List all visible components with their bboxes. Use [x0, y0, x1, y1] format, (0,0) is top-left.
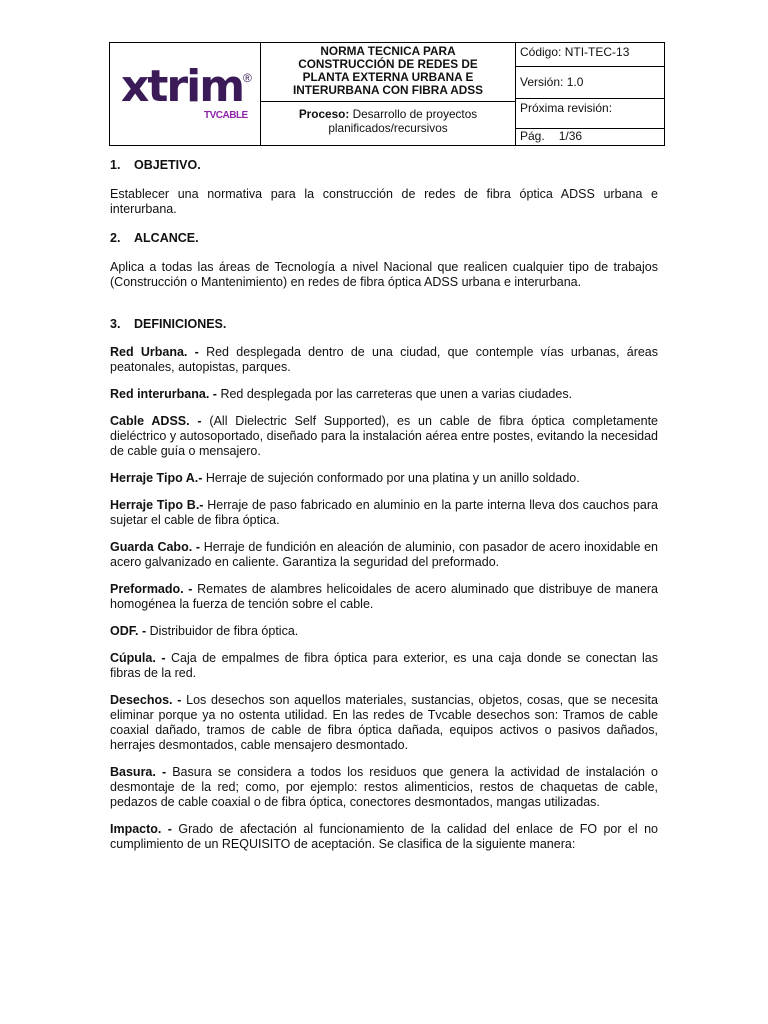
definition: Desechos. - Los desechos son aquellos materiales, sustancias, objetos, cosas, que se necesita eliminar porque ya no ostenta utilidad. En las redes de Tvcable desechos son: Tramos de cable coaxial dañado, tramos de cable de fibra óptica dañada, equipos activos o pasivos dañados, herrajes desmontados, cable mensajero desmontado.: [110, 693, 658, 752]
process-label: Proceso:: [298, 107, 350, 121]
definition: Impacto. - Grado de afectación al funcionamiento de la calidad del enlace de FO por el no cumplimiento de un REQUISITO de aceptación. Se clasifica de la siguiente manera:: [110, 822, 658, 851]
codigo-field: Código: NTI-TEC-13: [516, 43, 664, 67]
definition: Cable ADSS. - (All Dielectric Self Supported), es un cable de fibra óptica completamente dieléctrico y autosoportado, diseñado para la instalación aérea entre postes, evitando la necesidad de cable guía o mensajero.: [110, 414, 658, 458]
document-body: [110, 155, 658, 852]
objetivo-text: Establecer una normativa para la construcción de redes de fibra óptica ADSS urbana e interurbana.: [110, 187, 658, 216]
definition: Preformado. - Remates de alambres helicoidales de acero aluminado que distribuye de manera homogénea la fuerza de tención sobre el cable.: [110, 582, 659, 611]
xtrim-logo: [121, 61, 252, 121]
page-label: Pág.: [520, 129, 545, 143]
logo-sub: TVCABLE: [204, 110, 248, 121]
definition: Herraje Tipo B.- Herraje de paso fabricado en aluminio en la parte interna lleva dos cauchos para sujetar el cable de fibra óptica.: [110, 498, 658, 527]
page-value: 1/36: [558, 129, 583, 143]
definition: Herraje Tipo A.- Herraje de sujeción conformado por una platina y un anillo soldado.: [110, 471, 580, 485]
title-line: NORMA TECNICA PARA: [320, 44, 456, 58]
section-heading: 1. OBJETIVO.: [110, 158, 201, 172]
registered-mark: ®: [243, 71, 252, 85]
title-line: CONSTRUCCIÓN DE REDES DE: [298, 57, 478, 71]
definition: Cúpula. - Caja de empalmes de fibra óptica para exterior, es una caja donde se conectan las fibras de la red.: [110, 651, 658, 680]
document-header: [109, 42, 665, 146]
definition: Red Urbana. - Red desplegada dentro de una ciudad, que contemple vías urbanas, áreas peatonales, autopistas, parques.: [110, 345, 659, 374]
logo-cell: [110, 43, 261, 145]
definition: Red interurbana. - Red desplegada por las carreteras que unen a varias ciudades.: [110, 387, 573, 401]
definition: Basura. - Basura se considera a todos los residuos que genera la actividad de instalación o desmontaje de la red; como, por ejemplo: restos alimenticios, restos de chaquetas de cable, pedazos de cable coaxial o de fibra óptica, conectores desmontados, mangas utilizadas.: [110, 765, 658, 809]
definition: ODF. - Distribuidor de fibra óptica.: [110, 624, 299, 638]
section-heading: 2. ALCANCE.: [110, 231, 199, 245]
definition: Guarda Cabo. - Herraje de fundición en aleación de aluminio, con pasador de acero inoxidable en acero galvanizado en caliente. Garantiza la seguridad del preformado.: [110, 540, 658, 569]
title-line: PLANTA EXTERNA URBANA E: [302, 70, 474, 84]
next-revision-field: Próxima revisión:: [516, 99, 664, 129]
page-number-field: [516, 129, 664, 145]
version-field: Versión: 1.0: [516, 67, 664, 99]
section-heading: 3. DEFINICIONES.: [110, 317, 227, 331]
process-cell: [261, 102, 516, 145]
alcance-text: Aplica a todas las áreas de Tecnología a nivel Nacional que realicen cualquier tipo de trabajos (Construcción o Mantenimiento) en redes de fibra óptica ADSS urbana e interurbana.: [110, 260, 658, 289]
title-line: INTERURBANA CON FIBRA ADSS: [292, 83, 484, 97]
logo-brand: xtrim: [121, 61, 244, 112]
process-text: Desarrollo de proyectos planificados/recursivos: [328, 107, 478, 135]
document-title: [261, 43, 516, 102]
